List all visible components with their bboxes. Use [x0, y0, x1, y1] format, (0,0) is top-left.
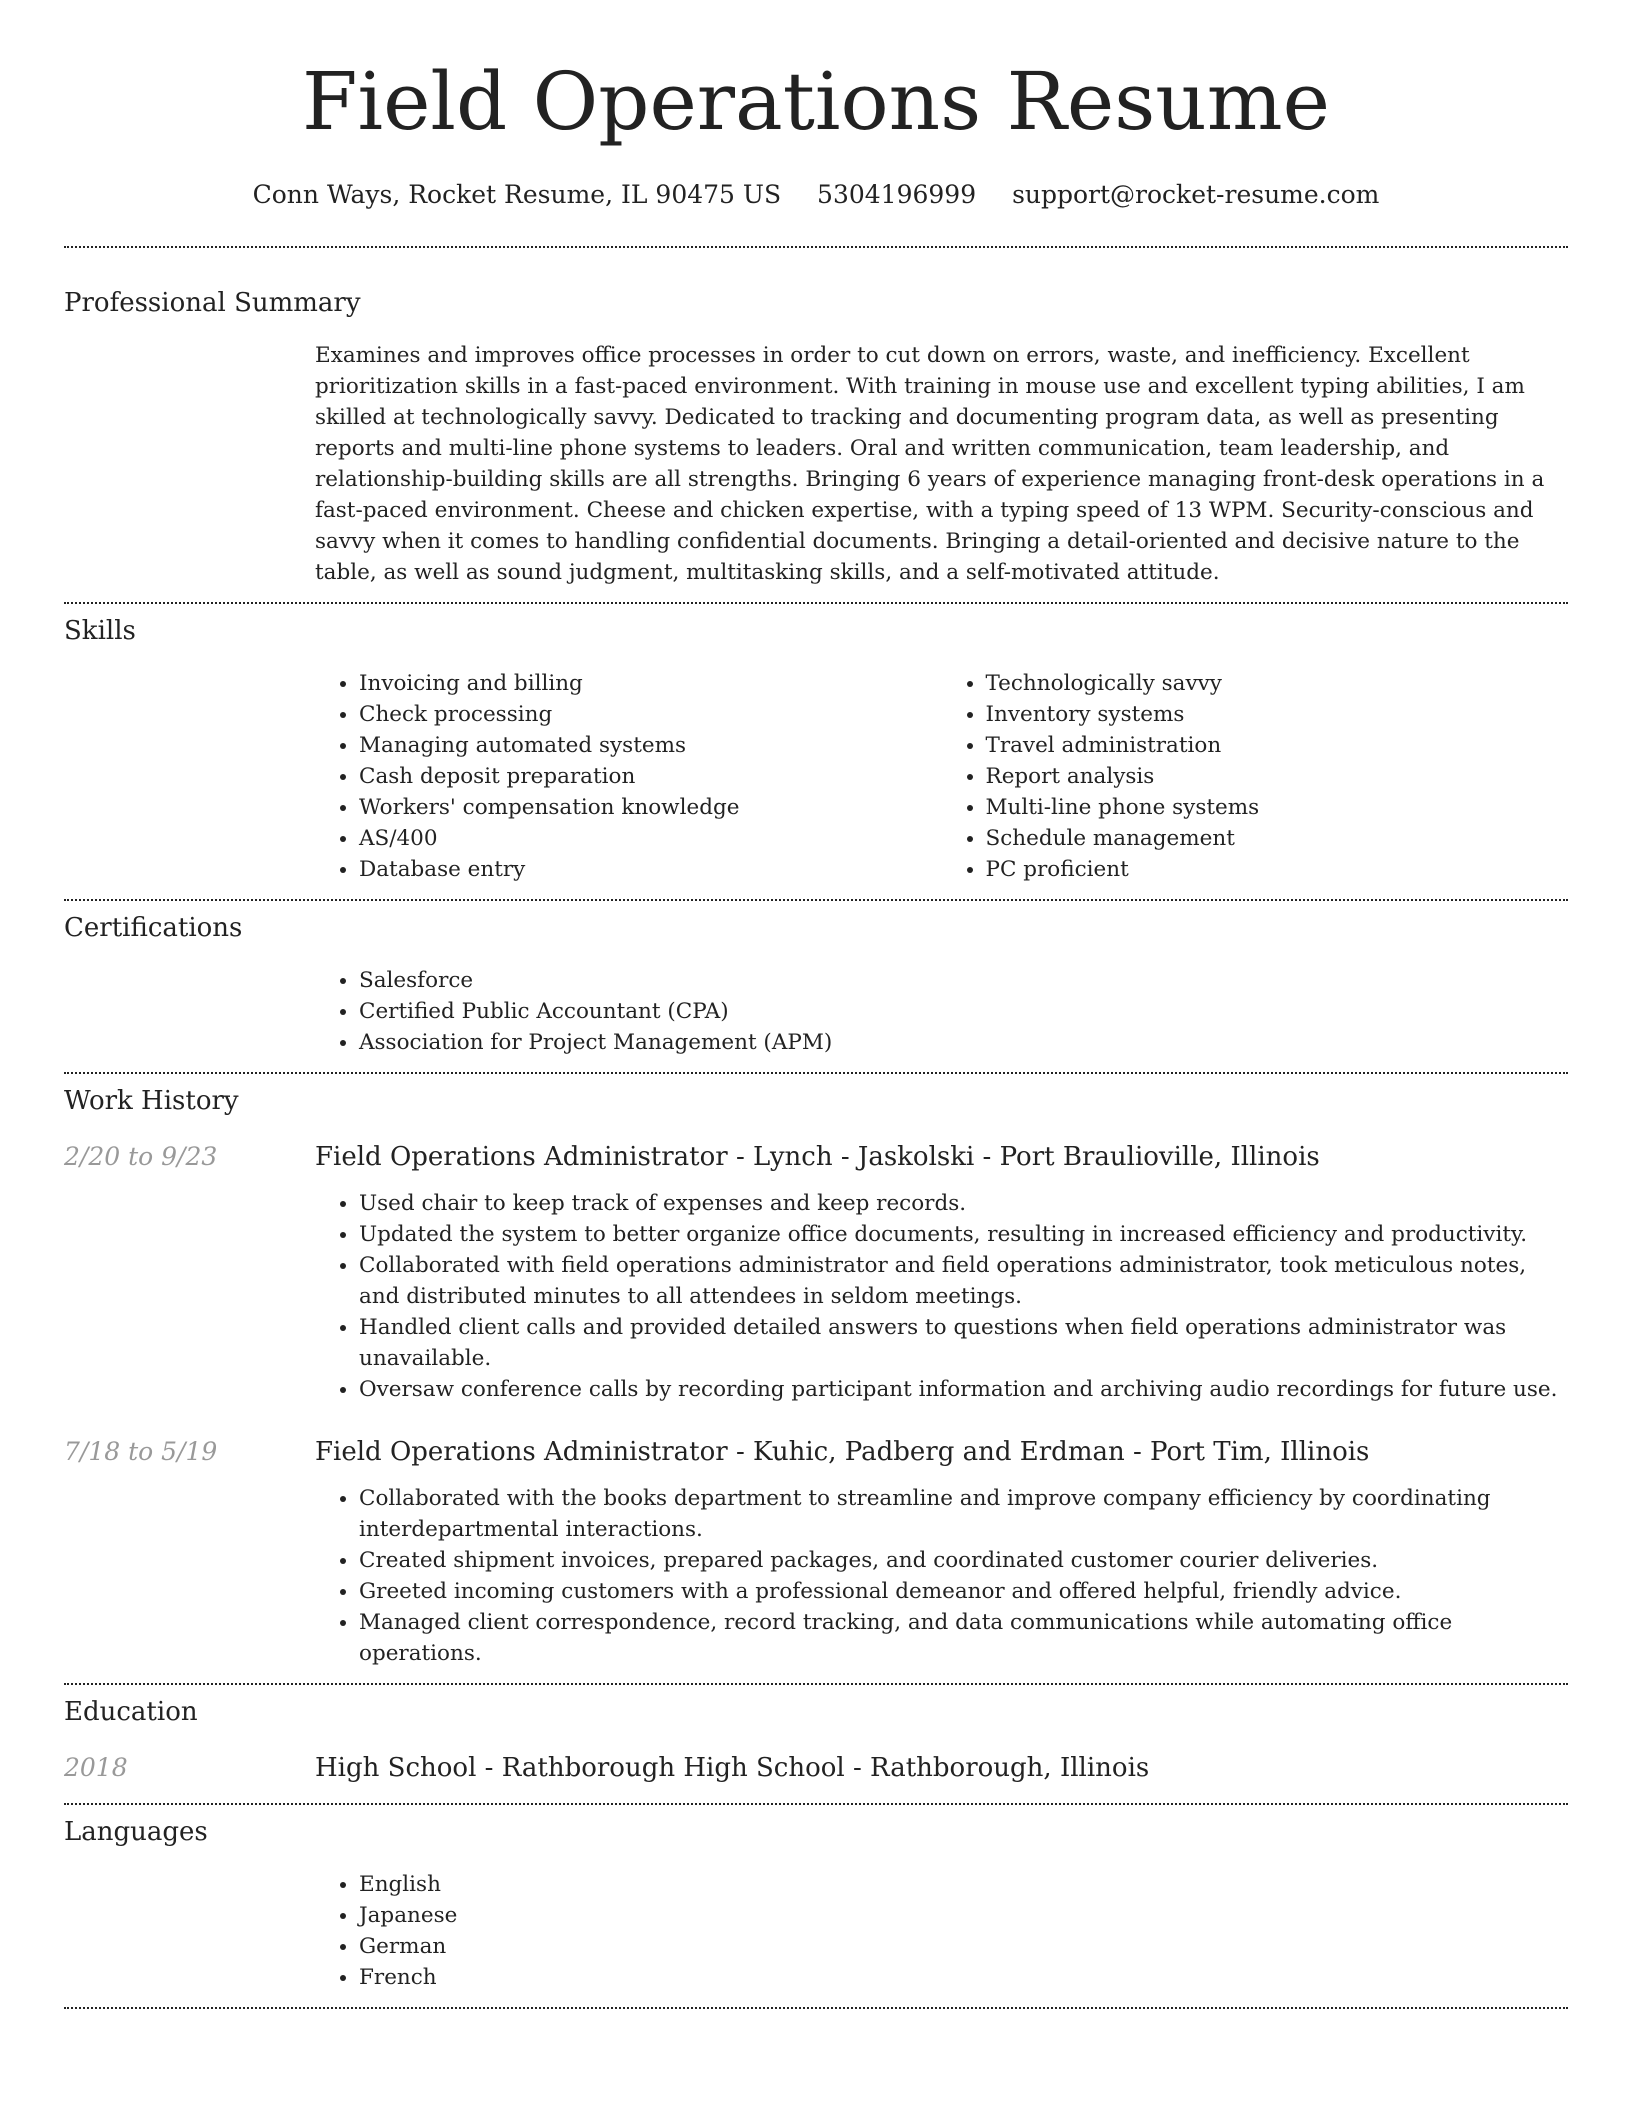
- list-item: • French: [359, 1962, 1568, 1993]
- contact-phone: 5304196999: [817, 180, 977, 209]
- languages-section: [64, 1805, 1568, 2007]
- resume-name: Field Operations Resume: [301, 55, 1330, 148]
- work-entry: [64, 1140, 1568, 1405]
- list-item: • Japanese: [359, 1900, 1568, 1931]
- section-title-work: Work History: [64, 1086, 239, 1116]
- list-item: • Managed client correspondence, record tracking, and data communications while automating office operations.: [359, 1607, 1568, 1669]
- entry-header: [64, 1751, 1568, 1785]
- certifications-section: [64, 901, 1568, 1072]
- list-item: • Salesforce: [359, 965, 1568, 996]
- skills-list-right: [942, 668, 1569, 885]
- list-item: • AS/400: [359, 823, 942, 854]
- entry-dates: 7/18 to 5/19: [64, 1437, 218, 1466]
- list-item: • English: [359, 1869, 1568, 1900]
- section-title-certifications: Certifications: [64, 913, 243, 943]
- languages-body: [315, 1869, 1568, 1993]
- work-section: [64, 1074, 1568, 1683]
- entry-heading: Field Operations Administrator - Lynch - Jaskolski - Port Braulioville, Illinois: [315, 1142, 1320, 1172]
- education-section: [64, 1685, 1568, 1803]
- entry-heading: High School - Rathborough High School - Rathborough, Illinois: [315, 1753, 1150, 1783]
- certifications-body: [315, 965, 1568, 1058]
- list-item: • Travel administration: [986, 730, 1569, 761]
- entry-header: [64, 1140, 1568, 1174]
- entry-heading: Field Operations Administrator - Kuhic, Padberg and Erdman - Port Tim, Illinois: [315, 1437, 1370, 1467]
- entry-bullets: [315, 1188, 1568, 1405]
- entry-dates: 2/20 to 9/23: [64, 1142, 218, 1171]
- skills-section: [64, 604, 1568, 899]
- summary-text: Examines and improves office processes in order to cut down on errors, waste, and inefficiency. Excellent prioritization skills in a fast-paced environment. With training in mouse use and excellent typing abilities, I am skilled at technologically savvy. Dedicated to tracking and documenting program data, as well as presenting reports and multi-line phone systems to leaders. Oral and written communication, team leadership, and relationship-building skills are all strengths. Bringing 6 years of experience managing front-desk operations in a fast-paced environment. Cheese and chicken expertise, with a typing speed of 13 WPM. Security-conscious and savvy when it comes to handling confidential documents. Bringing a detail-oriented and decisive nature to the table, as well as sound judgment, multitasking skills, and a self-motivated attitude.: [315, 343, 1545, 585]
- skills-body: [315, 668, 1568, 885]
- certifications-list: [315, 965, 1568, 1058]
- list-item: • German: [359, 1931, 1568, 1962]
- languages-list: [315, 1869, 1568, 1993]
- resume-header: [64, 0, 1568, 212]
- entry-bullets: [315, 1483, 1568, 1669]
- section-title-skills: Skills: [64, 616, 136, 646]
- education-entry: [64, 1751, 1568, 1785]
- entry-header: [64, 1435, 1568, 1469]
- list-item: • Technologically savvy: [986, 668, 1569, 699]
- list-item: • Collaborated with field operations administrator and field operations administrator, took meticulous notes, and distributed minutes to all attendees in seldom meetings.: [359, 1250, 1568, 1312]
- list-item: • Schedule management: [986, 823, 1569, 854]
- contact-email: support@rocket-resume.com: [1012, 180, 1380, 209]
- section-title-summary: Professional Summary: [64, 288, 361, 318]
- summary-section: [64, 248, 1568, 602]
- list-item: • Used chair to keep track of expenses and keep records.: [359, 1188, 1568, 1219]
- entry-body: [315, 1483, 1568, 1669]
- list-item: • Report analysis: [986, 761, 1569, 792]
- list-item: • Created shipment invoices, prepared packages, and coordinated customer courier deliveries.: [359, 1545, 1568, 1576]
- list-item: • Certified Public Accountant (CPA): [359, 996, 1568, 1027]
- contact-line: [64, 178, 1568, 212]
- divider: [64, 2007, 1568, 2009]
- section-title-languages: Languages: [64, 1817, 208, 1847]
- list-item: • Oversaw conference calls by recording participant information and archiving audio recordings for future use.: [359, 1374, 1568, 1405]
- list-item: • Cash deposit preparation: [359, 761, 942, 792]
- list-item: • Handled client calls and provided detailed answers to questions when field operations administrator was unavailable.: [359, 1312, 1568, 1374]
- list-item: • Database entry: [359, 854, 942, 885]
- list-item: • Invoicing and billing: [359, 668, 942, 699]
- work-entry: [64, 1435, 1568, 1669]
- entry-body: [315, 1188, 1568, 1405]
- list-item: • Managing automated systems: [359, 730, 942, 761]
- list-item: • Multi-line phone systems: [986, 792, 1569, 823]
- contact-address: Conn Ways, Rocket Resume, IL 90475 US: [252, 180, 782, 209]
- list-item: • Updated the system to better organize office documents, resulting in increased efficiency and productivity.: [359, 1219, 1568, 1250]
- skills-list-left: [315, 668, 942, 885]
- list-item: • PC proficient: [986, 854, 1569, 885]
- list-item: • Greeted incoming customers with a professional demeanor and offered helpful, friendly advice.: [359, 1576, 1568, 1607]
- list-item: • Association for Project Management (APM): [359, 1027, 1568, 1058]
- list-item: • Collaborated with the books department to streamline and improve company efficiency by coordinating interdepartmental interactions.: [359, 1483, 1568, 1545]
- list-item: • Workers' compensation knowledge: [359, 792, 942, 823]
- list-item: • Check processing: [359, 699, 942, 730]
- section-title-education: Education: [64, 1697, 198, 1727]
- entry-dates: 2018: [64, 1753, 128, 1782]
- summary-body: [315, 340, 1568, 588]
- list-item: • Inventory systems: [986, 699, 1569, 730]
